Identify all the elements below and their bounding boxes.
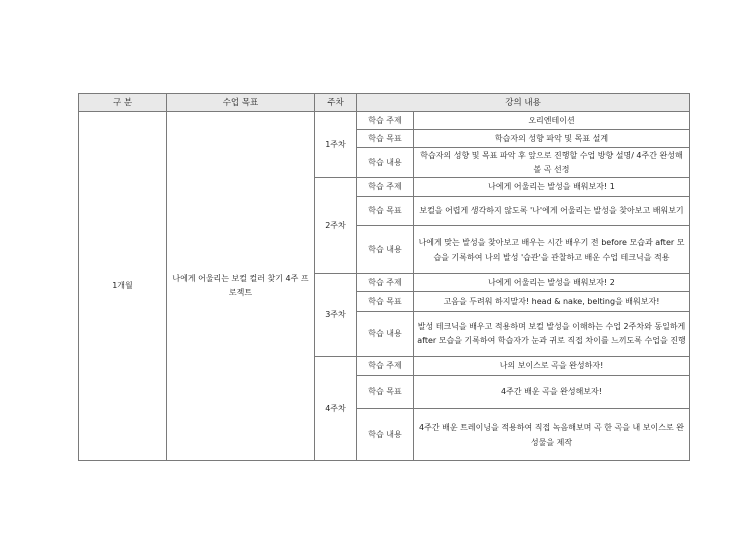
month-cell: 1개월 [79,112,167,461]
header-week: 주차 [315,94,357,112]
header-row [79,94,690,112]
content-label: 학습 내용 [357,226,414,274]
week-cell: 1주차 [315,112,357,178]
week-topic: 나에게 어울리는 발성을 배워보자! 2 [414,274,690,292]
header-lecture: 강의 내용 [357,94,690,112]
content-label: 학습 내용 [357,148,414,178]
table-row [79,112,690,130]
topic-label: 학습 주제 [357,357,414,376]
week-cell: 4주차 [315,357,357,461]
objective-label: 학습 목표 [357,292,414,312]
week-cell: 3주차 [315,274,357,357]
objective-label: 학습 목표 [357,130,414,148]
week-content: 나에게 맞는 발성을 찾아보고 배우는 시간 배우기 전 before 모습과 after 모습을 기록하여 나의 발성 '습관'을 관찰하고 배운 수업 테크닉을 적용 [414,226,690,274]
week-cell: 2주차 [315,178,357,274]
week-objective: 4주간 배운 곡을 완성해보자! [414,376,690,409]
week-objective: 고음을 두려워 하지말자! head & nake, belting을 배워보자! [414,292,690,312]
week-objective: 학습자의 성향 파악 및 목표 설계 [414,130,690,148]
week-content: 발성 테크닉을 배우고 적용하며 보컬 발성을 이해하는 수업 2주차와 동일하게 after 모습을 기록하여 학습자가 눈과 귀로 직접 차이를 느끼도록 수업을 진행 [414,312,690,357]
week-topic: 나에게 어울리는 발성을 배워보자! 1 [414,178,690,197]
content-label: 학습 내용 [357,312,414,357]
curriculum-table [78,93,690,461]
header-division: 구 분 [79,94,167,112]
week-content: 학습자의 성향 및 목표 파악 후 앞으로 진행할 수업 방향 설명/ 4주간 완성해볼 곡 선정 [414,148,690,178]
objective-label: 학습 목표 [357,197,414,226]
goal-cell: 나에게 어울리는 보컬 컬러 찾기 4주 프로젝트 [167,112,315,461]
week-objective: 보컬을 어렵게 생각하지 않도록 '나'에게 어울리는 발성을 찾아보고 배워보기 [414,197,690,226]
header-class-goal: 수업 목표 [167,94,315,112]
content-label: 학습 내용 [357,409,414,461]
topic-label: 학습 주제 [357,112,414,130]
topic-label: 학습 주제 [357,274,414,292]
topic-label: 학습 주제 [357,178,414,197]
objective-label: 학습 목표 [357,376,414,409]
week-content: 4주간 배운 트레이닝을 적용하여 직접 녹음해보며 곡 한 곡을 내 보이스로 완성물을 제작 [414,409,690,461]
week-topic: 오리엔테이션 [414,112,690,130]
week-topic: 나의 보이스로 곡을 완성하자! [414,357,690,376]
